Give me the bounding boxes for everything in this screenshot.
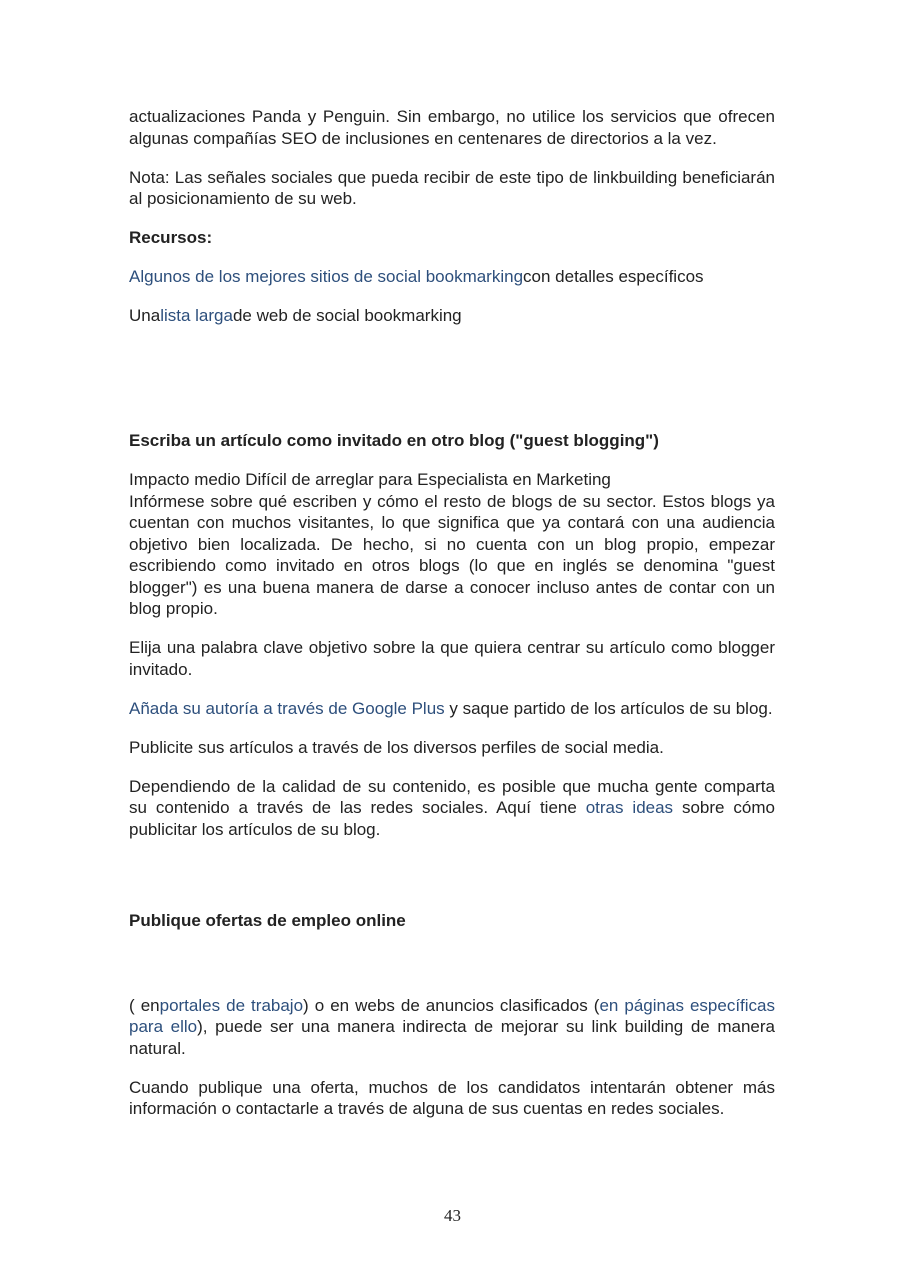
resource-item-1 xyxy=(129,266,775,288)
paragraph-depend-text: Dependiendo de la calidad de su contenido, es posible que mucha gente comparta su contenido a través de las redes sociales. Aquí tiene xyxy=(129,776,775,817)
other-ideas-link[interactable]: otras ideas xyxy=(585,798,674,817)
resource-item-2 xyxy=(129,305,775,327)
paragraph-keyword: Elija una palabra clave objetivo sobre la que quiera centrar su artículo como blogger invitado. xyxy=(129,638,775,679)
specific-pages-link[interactable]: en páginas específicas para ello xyxy=(129,995,776,1036)
impact-line: Impacto medio Difícil de arreglar para Especialista en Marketing xyxy=(129,470,611,489)
paragraph-authorship-text: y saque partido de los artículos de su blog. xyxy=(444,698,773,718)
paragraph-cuando: Cuando publique una oferta, muchos de los candidatos intentarán obtener más información o contactarle a través de alguna de sus cuentas en redes sociales. xyxy=(129,1077,775,1118)
social-bookmarking-sites-link[interactable]: Algunos de los mejores sitios de social bookmarking xyxy=(129,267,524,286)
paragraph-directories: actualizaciones Panda y Penguin. Sin embargo, no utilice los servicios que ofrecen algunas compañías SEO de inclusiones en centenares de directorios a la vez. xyxy=(129,107,775,148)
job-portals-link[interactable]: portales de trabajo xyxy=(159,995,304,1015)
resources-heading xyxy=(129,227,775,249)
paragraph-jobs-rest: ), puede ser una manera indirecta de mejorar su link building de manera natural. xyxy=(129,1017,775,1058)
paragraph-jobs xyxy=(129,995,775,1060)
google-plus-authorship-link[interactable]: Añada su autoría a través de Google Plus xyxy=(129,698,445,718)
section-heading-jobs: Publique ofertas de empleo online xyxy=(129,910,406,930)
section-heading-guest-blogging: Escriba un artículo como invitado en otro blog ("guest blogging") xyxy=(129,431,659,450)
section-spacer xyxy=(129,858,775,910)
paragraph-depend-rest: sobre cómo publicitar los artículos de su blog. xyxy=(129,798,775,839)
paragraph-publicite: Publicite sus artículos a través de los diversos perfiles de social media. xyxy=(129,737,664,757)
resource-item-2-text: de web de social bookmarking xyxy=(232,306,462,325)
section-spacer xyxy=(129,344,775,430)
paragraph-jobs-prefix: ( en xyxy=(129,995,160,1015)
paragraph-authorship xyxy=(129,698,775,720)
paragraph-depend xyxy=(129,776,775,841)
paragraph-inform: Infórmese sobre qué escriben y cómo el resto de blogs de su sector. Estos blogs ya cuentan con muchos visitantes, lo que significa que ya contará con una audiencia objetivo bien localizada. De hecho, si no cuenta con un blog propio, empezar escribiendo como invitado en otros blogs (lo que en inglés se denomina "guest blogger") es una buena manera de darse a conocer incluso antes de contar con un blog propio. xyxy=(129,491,775,618)
document-page xyxy=(129,106,775,1137)
resource-item-2-prefix: Una xyxy=(129,306,161,325)
long-list-link[interactable]: lista larga xyxy=(160,306,233,325)
resource-item-1-text: con detalles específicos xyxy=(523,267,704,286)
page-number: 43 xyxy=(444,1206,461,1225)
section-spacer xyxy=(129,949,775,995)
paragraph-jobs-mid: ) o en webs de anuncios clasificados ( xyxy=(303,995,600,1015)
paragraph-note: Nota: Las señales sociales que pueda recibir de este tipo de linkbuilding beneficiarán al posicionamiento de su web. xyxy=(129,167,775,208)
resources-label: Recursos: xyxy=(129,228,213,247)
